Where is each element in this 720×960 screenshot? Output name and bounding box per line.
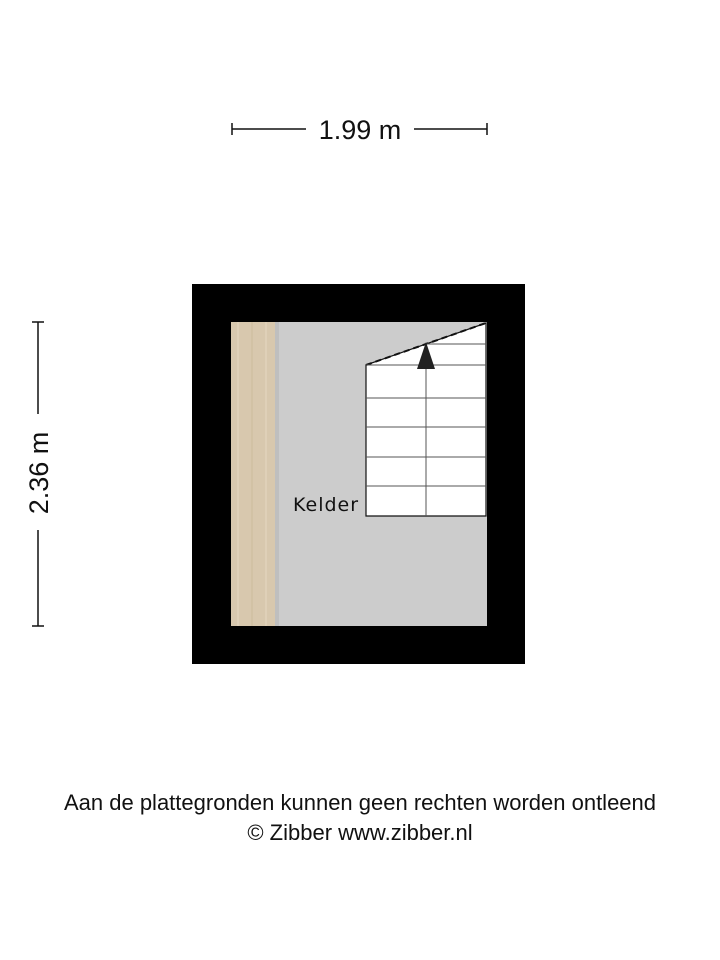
width-label: 1.99 m (318, 115, 402, 145)
copyright-text: © Zibber www.zibber.nl (247, 820, 473, 845)
height-dimension (24, 322, 54, 626)
disclaimer-text: Aan de plattegronden kunnen geen rechten worden ontleend (63, 790, 657, 815)
height-label: 2.36 m (24, 431, 54, 515)
room-label: Kelder (293, 494, 360, 516)
width-dimension (232, 115, 487, 145)
